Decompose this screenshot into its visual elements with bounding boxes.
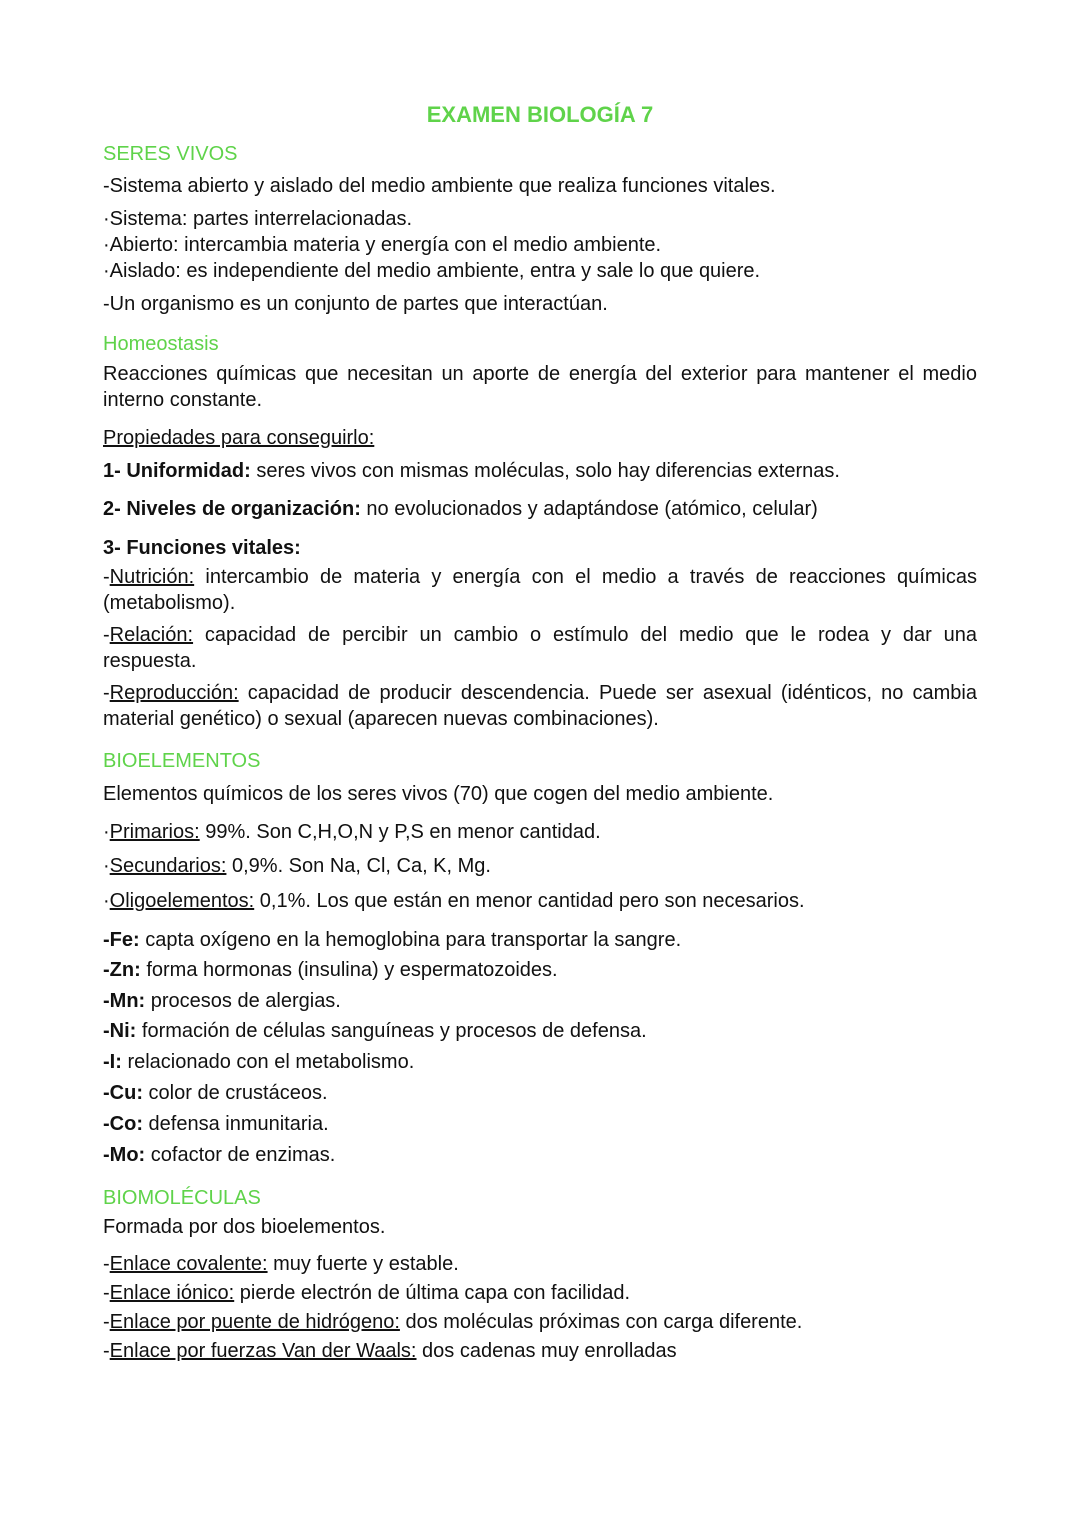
- funcion-reproduccion: -Reproducción: capacidad de producir descendencia. Puede ser asexual (idénticos, no cambia material genético) o sexual (aparecen nuevas combinaciones).: [103, 682, 977, 730]
- funcion-text: intercambio de materia y energía con el medio a través de reacciones químicas (metabolismo).: [103, 566, 977, 614]
- enlace-term: Enlace covalente:: [109, 1253, 268, 1275]
- elemento-text: defensa inmunitaria.: [142, 1113, 329, 1135]
- funcion-relacion: -Relación: capacidad de percibir un cambio o estímulo del medio que le rodea y dar una respuesta.: [103, 624, 977, 672]
- enlace-ionico: -Enlace iónico: pierde electrón de última capa con facilidad.: [103, 1282, 630, 1304]
- tipo-primarios: ·Primarios: 99%. Son C,H,O,N y P,S en menor cantidad.: [103, 821, 601, 843]
- seres-line-aislado: ·Aislado: es independiente del medio ambiente, entra y sale lo que quiere.: [103, 260, 761, 282]
- prop-text: seres vivos con mismas moléculas, solo hay diferencias externas.: [250, 460, 840, 482]
- elemento-symbol: -Ni:: [103, 1020, 137, 1042]
- biomoleculas-text: Formada por dos bioelementos.: [103, 1216, 386, 1238]
- enlace-text: dos cadenas muy enrolladas: [416, 1340, 677, 1362]
- prop-niveles: [103, 496, 977, 522]
- enlace-van-der-waals: -Enlace por fuerzas Van der Waals: dos cadenas muy enrolladas: [103, 1340, 677, 1362]
- heading-bioelementos: BIOELEMENTOS: [103, 750, 261, 772]
- elemento-text: forma hormonas (insulina) y espermatozoides.: [140, 959, 558, 981]
- funcion-text: capacidad de producir descendencia. Puede ser asexual (idénticos, no cambia material genético) o sexual (aparecen nuevas combinaciones).: [103, 682, 977, 730]
- enlace-text: dos moléculas próximas con carga diferente.: [399, 1311, 803, 1333]
- elemento-i: [103, 1049, 977, 1075]
- tipo-text: 0,9%. Son Na, Cl, Ca, K, Mg.: [226, 855, 491, 877]
- elemento-symbol: -Cu:: [103, 1082, 143, 1104]
- funcion-term: Reproducción:: [109, 682, 239, 704]
- heading-homeostasis: Homeostasis: [103, 333, 219, 355]
- heading-biomoleculas: BIOMOLÉCULAS: [103, 1187, 261, 1209]
- elemento-symbol: -Fe:: [103, 929, 140, 951]
- elemento-zn: [103, 957, 977, 983]
- prop-uniformidad: [103, 458, 977, 484]
- enlace-text: muy fuerte y estable.: [267, 1253, 459, 1275]
- prop-funciones: [103, 535, 977, 561]
- elemento-mn: [103, 988, 977, 1014]
- enlace-term: Enlace por puente de hidrógeno:: [109, 1311, 400, 1333]
- tipo-term: Primarios:: [109, 821, 200, 843]
- tipo-oligoelementos: ·Oligoelementos: 0,1%. Los que están en menor cantidad pero son necesarios.: [103, 890, 805, 912]
- elemento-text: cofactor de enzimas.: [145, 1144, 336, 1166]
- elemento-text: capta oxígeno en la hemoglobina para transportar la sangre.: [139, 929, 682, 951]
- elemento-symbol: -Zn:: [103, 959, 141, 981]
- prop-label: 3- Funciones vitales:: [103, 537, 301, 559]
- enlace-text: pierde electrón de última capa con facilidad.: [234, 1282, 630, 1304]
- seres-organismo: -Un organismo es un conjunto de partes que interactúan.: [103, 293, 608, 315]
- homeostasis-text: Reacciones químicas que necesitan un aporte de energía del exterior para mantener el medio interno constante.: [103, 363, 977, 411]
- elemento-co: [103, 1111, 977, 1137]
- elemento-symbol: -Mn:: [103, 990, 146, 1012]
- seres-line-sistema: ·Sistema: partes interrelacionadas.: [103, 208, 413, 230]
- funcion-term: Nutrición:: [109, 566, 195, 588]
- funcion-nutricion: -Nutrición: intercambio de materia y energía con el medio a través de reacciones químicas (metabolismo).: [103, 566, 977, 614]
- tipo-secundarios: ·Secundarios: 0,9%. Son Na, Cl, Ca, K, Mg.: [103, 855, 491, 877]
- elemento-mo: [103, 1142, 977, 1168]
- elemento-text: color de crustáceos.: [142, 1082, 328, 1104]
- enlace-hidrogeno: -Enlace por puente de hidrógeno: dos moléculas próximas con carga diferente.: [103, 1311, 803, 1333]
- elemento-fe: [103, 927, 977, 953]
- enlace-term: Enlace por fuerzas Van der Waals:: [109, 1340, 417, 1362]
- enlace-covalente: -Enlace covalente: muy fuerte y estable.: [103, 1253, 459, 1275]
- seres-definition: -Sistema abierto y aislado del medio ambiente que realiza funciones vitales.: [103, 175, 776, 197]
- elemento-text: formación de células sanguíneas y procesos de defensa.: [136, 1020, 647, 1042]
- seres-line-abierto: ·Abierto: intercambia materia y energía con el medio ambiente.: [103, 234, 662, 256]
- tipo-text: 0,1%. Los que están en menor cantidad pero son necesarios.: [254, 890, 805, 912]
- elemento-text: relacionado con el metabolismo.: [121, 1051, 415, 1073]
- prop-label: 1- Uniformidad:: [103, 460, 251, 482]
- elemento-ni: [103, 1018, 977, 1044]
- prop-label: 2- Niveles de organización:: [103, 498, 361, 520]
- enlace-term: Enlace iónico:: [109, 1282, 235, 1304]
- elemento-symbol: -Co:: [103, 1113, 143, 1135]
- elemento-text: procesos de alergias.: [145, 990, 341, 1012]
- elemento-symbol: -I:: [103, 1051, 122, 1073]
- funcion-text: capacidad de percibir un cambio o estímulo del medio que le rodea y dar una respuesta.: [103, 624, 977, 672]
- tipo-term: Secundarios:: [109, 855, 227, 877]
- heading-seres-vivos: SERES VIVOS: [103, 143, 238, 165]
- document-title: EXAMEN BIOLOGÍA 7: [426, 102, 654, 127]
- tipo-text: 99%. Son C,H,O,N y P,S en menor cantidad.: [199, 821, 601, 843]
- prop-text: no evolucionados y adaptándose (atómico, celular): [360, 498, 818, 520]
- propiedades-heading: Propiedades para conseguirlo:: [103, 427, 375, 449]
- funcion-term: Relación:: [109, 624, 194, 646]
- elemento-cu: [103, 1080, 977, 1106]
- elemento-symbol: -Mo:: [103, 1144, 146, 1166]
- bioelementos-text: Elementos químicos de los seres vivos (70) que cogen del medio ambiente.: [103, 783, 774, 805]
- tipo-term: Oligoelementos:: [109, 890, 255, 912]
